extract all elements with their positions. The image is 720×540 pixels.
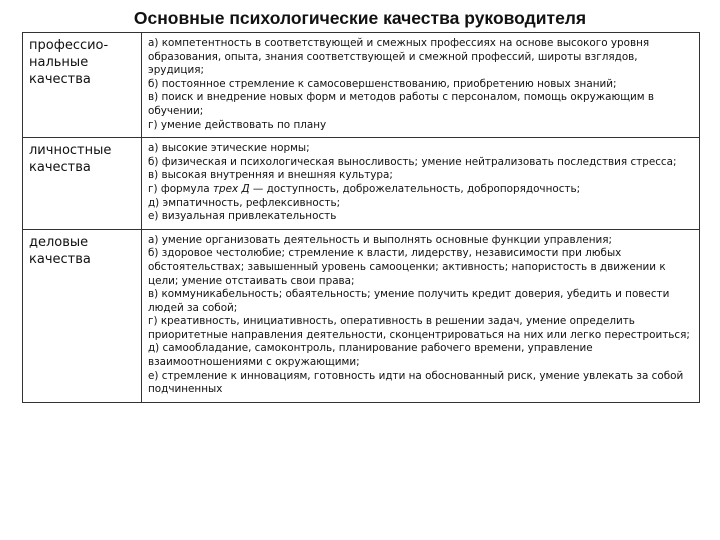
- list-item: е) стремление к инновациям, готовность идти на обоснованный риск, умение увлекать за собой подчиненных: [148, 369, 684, 396]
- table-row-business: [23, 229, 700, 402]
- list-item: а) умение организовать деятельность и выполнять основные функции управления;: [148, 233, 612, 246]
- category-label-professional: [29, 37, 135, 88]
- list-item-emphasis: трех Д: [212, 182, 250, 195]
- category-label-business: [29, 234, 135, 268]
- category-label-personal: [29, 142, 135, 176]
- page-title: Основные психологические качества руководителя: [133, 8, 587, 28]
- qualities-table-body: [23, 33, 700, 403]
- category-label-line: качества: [29, 72, 91, 87]
- list-item: г) креативность, инициативность, оперативность в решении задач, умение определить приоритетные направления деятельности, сконцентрироваться на них или легко перестроиться;: [148, 315, 690, 341]
- category-label-line: личностные: [29, 143, 112, 159]
- list-item-text: — доступность, доброжелательность, добропорядочность;: [249, 182, 581, 195]
- category-label-line: качества: [29, 160, 91, 176]
- category-cell-professional: [23, 33, 142, 138]
- table-row-professional: [23, 33, 700, 138]
- category-cell-business: [23, 229, 142, 402]
- list-item: б) физическая и психологическая выносливость; умение нейтрализовать последствия стресса;: [148, 155, 677, 168]
- category-label-line: нальные: [29, 55, 89, 70]
- list-item: д) эмпатичность, рефлексивность;: [148, 196, 341, 209]
- list-item: б) здоровое честолюбие; стремление к власти, лидерству, независимости при любых обстоятельствах; завышенный уровень самооценки; активность; напористость в движении к цели; умение отстаивать свои права;: [148, 247, 666, 287]
- list-item: г) умение действовать по плану: [148, 118, 327, 131]
- category-label-line: профессио-: [29, 38, 109, 53]
- items-cell-personal: [142, 138, 700, 230]
- list-item: а) компетентность в соответствующей и смежных профессиях на основе высокого уровня образования, опыта, знания соответствующей и смежной профессий, широты взглядов, эрудиция;: [148, 37, 650, 77]
- list-item: [148, 183, 693, 197]
- category-cell-personal: [23, 138, 142, 230]
- list-item: в) поиск и внедрение новых форм и методов работы с персоналом, помощь окружающим в обучении;: [148, 91, 655, 117]
- list-item: е) визуальная привлекательность: [148, 210, 337, 223]
- list-item: а) высокие этические нормы;: [148, 142, 310, 155]
- list-item: б) постоянное стремление к самосовершенствованию, приобретению новых знаний;: [148, 77, 617, 90]
- list-item: д) самообладание, самоконтроль, планирование рабочего времени, управление взаимоотношениями с окружающими;: [148, 342, 593, 369]
- qualities-table: [22, 32, 700, 403]
- list-item: в) высокая внутренняя и внешняя культура;: [148, 169, 393, 182]
- items-cell-business: [142, 229, 700, 402]
- list-item: в) коммуникабельность; обаятельность; умение получить кредит доверия, убедить и повести людей за собой;: [148, 288, 670, 314]
- category-label-line: деловые: [29, 234, 89, 250]
- category-label-line: качества: [29, 251, 91, 267]
- items-cell-professional: [142, 33, 700, 138]
- table-row-personal: [23, 138, 700, 230]
- list-item-text: г) формула: [148, 182, 213, 195]
